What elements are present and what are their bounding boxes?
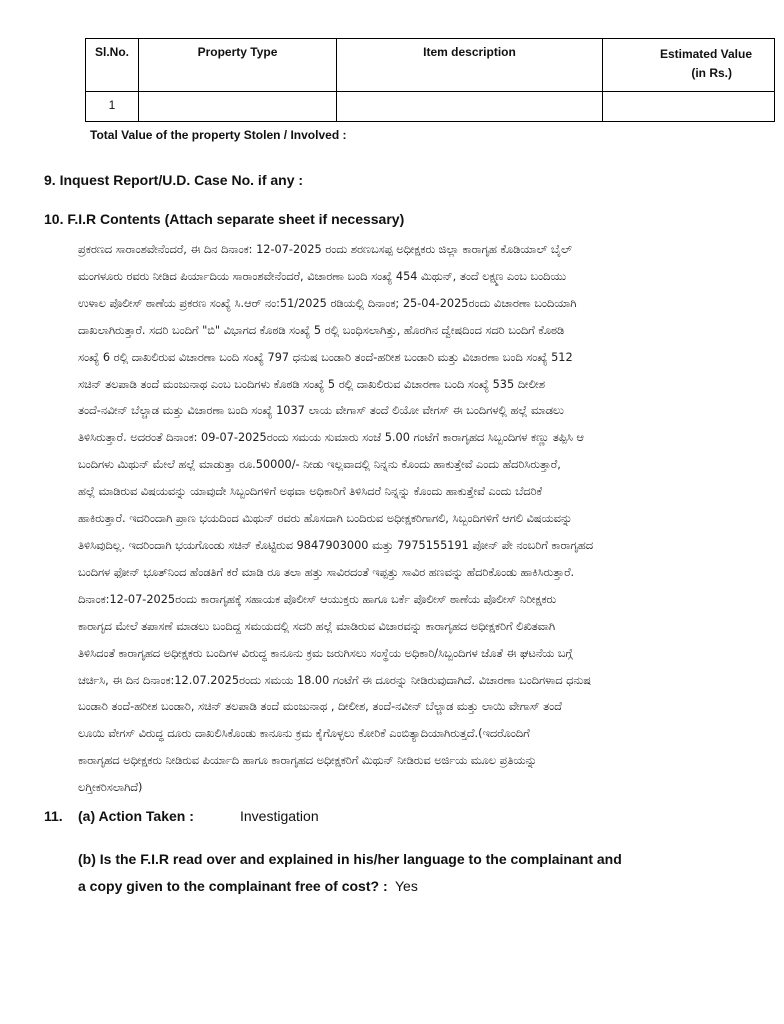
fir-line: ಚರ್ಚಿಸಿ, ಈ ದಿನ ದಿನಾಂಕ:12.07.2025ರಂದು ಸಮಯ 18.00 ಗಂಟೆಗೆ ಈ ದೂರನ್ನು ನೀಡಿರುವುದಾಗಿದೆ. ವಿಚಾರಣಾ ಬಂದಿಗಳಾದ ಧನುಷ — [78, 673, 591, 687]
cell-slno: 1 — [86, 92, 139, 122]
col-header-estimated-value — [603, 39, 775, 92]
action-taken-value: Investigation — [240, 808, 319, 824]
fir-line: ಹಾಕಿರುತ್ತಾರೆ. ಇದರಿಂದಾಗಿ ಪ್ರಾಣ ಭಯದಿಂದ ಮಿಥುನ್ ರವರು ಹೊಸದಾಗಿ ಬಂದಿರುವ ಅಧೀಕ್ಷಕರಿಗಾಗಲಿ, ಸಿಬ್ಬಂದಿಗಳಿಗೆ ಆಗಲಿ ವಿಷಯವನ್ನು — [78, 512, 573, 526]
fir-line: ಬಂದಿಗಳು ಮಿಥುನ್ ಮೇಲೆ ಹಲ್ಲೆ ಮಾಡುತ್ತಾ ರೂ.50000/- ನೀಡು ಇಲ್ಲವಾದಲ್ಲಿ ನಿನ್ನನು ಕೊಂದು ಹಾಕುತ್ತೇವೆ ಎಂದು ಹೆದರಿಸಿರುತ್ತಾರೆ, — [78, 458, 561, 472]
fir-line: ಕಾರಾಗೃದ ಮೇಲೆ ತಪಾಸಣೆ ಮಾಡಲು ಬಂದಿದ್ದ ಸಮಯದಲ್ಲಿ ಸದರಿ ಹಲ್ಲೆ ಮಾಡಿರುವ ವಿಚಾರವನ್ನು ಕಾರಾಗೃಹದ ಅಧೀಕ್ಷಕರಿಗೆ ಲಿಖಿತವಾಗಿ — [78, 619, 556, 633]
cell-estimated-value — [603, 92, 775, 122]
fir-line: ತಿಳಿಸಿದಂತೆ ಕಾರಾಗೃಹದ ಅಧೀಕ್ಷಕರು ಬಂದಿಗಳ ವಿರುದ್ಧ ಕಾನೂನು ಕ್ರಮ ಜರುಗಿಸಲು ಸಂಸ್ಥೆಯ ಅಧಿಕಾರಿ/ಸಿಬ್ಬಂದಿಗಳ ಜೊತೆ ಈ ಘಟನೆಯ ಬಗ್ಗೆ — [78, 646, 573, 660]
fir-line: ಪ್ರಕರಣದ ಸಾರಾಂಶವೇನೆಂದರೆ, ಈ ದಿನ ದಿನಾಂಕ: 12-07-2025 ರಂದು ಶರಣಬಸಪ್ಪ ಅಧೀಕ್ಷಕರು ಜಿಲ್ಲಾ ಕಾರಾಗೃಹ ಕೊಡಿಯಾಲ್ ಬೈಲ್ — [78, 243, 572, 256]
section-11-number: 11. — [44, 808, 63, 824]
fir-line: ಲಗ್ತೀಕರಿಸಲಾಗಿದೆ) — [78, 781, 143, 795]
col-header-property-type: Property Type — [139, 39, 337, 92]
cell-property-type — [139, 92, 337, 122]
fir-line: ಸಂಖ್ಯೆ 6 ರಲ್ಲಿ ದಾಖಲಿರುವ ವಿಚಾರಣಾ ಬಂದಿ ಸಂಖ್ಯೆ 797 ಧನುಷ ಬಂಡಾರಿ ತಂದೆ-ಹರೀಶ ಬಂಡಾರಿ ಮತ್ತು ವಿಚಾರಣಾ ಬಂದಿ ಸಂಖ್ಯೆ 512 — [78, 350, 573, 364]
estimated-value-unit: (in Rs.) — [691, 66, 732, 80]
fir-line: ಬಂಡಾರಿ ತಂದೆ-ಹರೀಶ ಬಂಡಾರಿ, ಸಚಿನ್ ತಲಪಾಡಿ ತಂದೆ ಮಂಜುನಾಥ , ದೀಲೀಶ, ತಂದೆ-ನವೀನ್ ಬೆಲ್ಚಾಡ ಮತ್ತು ಲಾಯಿ ವೇಗಾಸ್ ತಂದೆ — [78, 700, 562, 714]
fir-line: ಬಂದಿಗಳ ಫೋನ್ ಭೂತ್‌ನಿಂದ ಹೆಂಡತಿಗೆ ಕರೆ ಮಾಡಿ ರೂ ತಲಾ ಹತ್ತು ಸಾವಿರದಂತೆ ಇಪ್ಪತ್ತು ಸಾವಿರ ಹಣವನ್ನು ಹೆದರಿಕೊಂಡು ಹಾಕಿಸಿರುತ್ತಾರೆ. — [78, 565, 575, 579]
cell-item-description — [337, 92, 603, 122]
fir-read-question-line1: (b) Is the F.I.R read over and explained in his/her language to the complainant and — [78, 851, 622, 867]
estimated-value-label: Estimated Value — [659, 47, 752, 61]
fir-contents — [78, 237, 768, 802]
fir-line: ಉಳಾಲ ಪೊಲೀಸ್ ಠಾಣೆಯ ಪ್ರಕರಣ ಸಂಖ್ಯೆ ಸಿ.ಆರ್ ನಂ:51/2025 ರಡಿಯಲ್ಲಿ ದಿನಾಂಕ; 25-04-2025ರಂದು ವಿಚಾರಣಾ ಬಂದಿಯಾಗಿ — [78, 296, 577, 310]
section-9-heading: 9. Inquest Report/U.D. Case No. if any : — [44, 172, 304, 188]
property-table — [85, 38, 775, 122]
total-value-label: Total Value of the property Stolen / Involved : — [90, 128, 347, 142]
fir-line: ಹಲ್ಲೆ ಮಾಡಿರುವ ವಿಷಯವನ್ನು ಯಾವುದೇ ಸಿಬ್ಬಂದಿಗಳಿಗೆ ಅಥವಾ ಅಧಿಕಾರಿಗೆ ತಿಳಿಸಿದರೆ ನಿನ್ನನ್ನು ಕೊಂದು ಹಾಕುತ್ತೇವೆ ಎಂದು ಬೆದರಿಕೆ — [78, 485, 543, 499]
table-row — [86, 92, 775, 122]
fir-line: ಸಚಿನ್ ತಲಪಾಡಿ ತಂದೆ ಮಂಜುನಾಥ ಎಂಬ ಬಂದಿಗಳು ಕೊಠಡಿ ಸಂಖ್ಯೆ 5 ರಲ್ಲಿ ದಾಖಲಿರುವ ವಿಚಾರಣಾ ಬಂದಿ ಸಂಖ್ಯೆ 535 ದೀಲೀಶ — [78, 377, 545, 391]
fir-line: ತಿಳಿಸಿರುತ್ತಾರೆ. ಅದರಂತೆ ದಿನಾಂಕ: 09-07-2025ರಂದು ಸಮಯ ಸುಮಾರು ಸಂಜೆ 5.00 ಗಂಟೆಗೆ ಕಾರಾಗೃಹದ ಸಿಬ್ಬಂದಿಗಳ ಕಣ್ಣು ತಪ್ಪಿಸಿ ಆ — [78, 431, 584, 445]
fir-line: ದಾಖಲಾಗಿರುತ್ತಾರೆ. ಸದರಿ ಬಂದಿಗೆ "ಬಿ" ವಿಭಾಗದ ಕೊಠಡಿ ಸಂಖ್ಯೆ 5 ರಲ್ಲಿ ಬಂಧಿಸಲಾಗಿತ್ತು, ಹೊರಗಿನ ದ್ವೇಷದಿಂದ ಸದರಿ ಬಂದಿಗೆ ಕೊಠಡಿ — [78, 323, 565, 337]
col-header-item-description: Item description — [337, 39, 603, 92]
fir-line: ತಿಳಿಸಿವುದಿಲ್ಲ. ಇದರಿಂದಾಗಿ ಭಯಗೊಂಡು ಸಚಿನ್ ಕೊಟ್ಟಿರುವ 9847903000 ಮತ್ತು 7975155191 ಪೋನ್ ಪೇ ನಂಬರಿಗೆ ಕಾರಾಗೃಹದ — [78, 538, 593, 552]
fir-read-answer: Yes — [395, 878, 418, 894]
fir-line: ತಂದೆ-ನವೀನ್ ಬೆಲ್ಚಾಡ ಮತ್ತು ವಿಚಾರಣಾ ಬಂದಿ ಸಂಖ್ಯೆ 1037 ಲಾಯ ವೇಗಾಸ್ ತಂದೆ ಲಿಯೋ ವೇಗಸ್ ಈ ಬಂದಿಗಳಲ್ಲಿ ಹಲ್ಲೆ ಮಾಡಲು — [78, 404, 564, 418]
fir-line: ಲೂಯಿ ವೇಗಸ್ ವಿರುದ್ಧ ದೂರು ದಾಖಲಿಸಿಕೊಂಡು ಕಾನೂನು ಕ್ರಮ ಕೈಗೊಳ್ಳಲು ಕೋರಿಕೆ ಎಂಬಿತ್ಯಾದಿಯಾಗಿರುತ್ತದೆ.(ಇದರೊಂದಿಗೆ — [78, 727, 530, 741]
fir-line: ದಿನಾಂಕ:12-07-2025ರಂದು ಕಾರಾಗೃಹಕ್ಕೆ ಸಹಾಯಕ ಪೊಲೀಸ್ ಆಯುಕ್ತರು ಹಾಗೂ ಬರ್ಕೆ ಪೊಲೀಸ್ ಠಾಣೆಯ ಪೊಲೀಸ್ ನಿರೀಕ್ಷಕರು — [78, 592, 557, 606]
table-header-row — [86, 39, 775, 92]
col-header-slno: Sl.No. — [86, 39, 139, 92]
action-taken-label: (a) Action Taken : — [78, 808, 194, 824]
fir-line: ಕಾರಾಗೃಹದ ಅಧೀಕ್ಷಕರು ನೀಡಿರುವ ಪಿರ್ಯಾದಿ ಹಾಗೂ ಕಾರಾಗೃಹದ ಅಧೀಕ್ಷಕರಿಗೆ ಮಿಥುನ್ ನೀಡಿರುವ ಅರ್ಜಿಯ ಮೂಲ ಪ್ರತಿಯನ್ನು — [78, 754, 537, 768]
fir-line: ಮಂಗಳೂರು ರವರು ನೀಡಿದ ಪಿರ್ಯಾದಿಯ ಸಾರಾಂಶವೇನೆಂದರೆ, ವಿಚಾರಣಾ ಬಂದಿ ಸಂಖ್ಯೆ 454 ಮಿಥುನ್, ತಂದೆ ಲಕ್ಷ್ಮಣ ಎಂಬ ಬಂದಿಯು — [78, 269, 567, 283]
fir-read-question-line2: a copy given to the complainant free of cost? : — [78, 878, 388, 894]
section-10-heading: 10. F.I.R Contents (Attach separate sheet if necessary) — [44, 211, 405, 227]
